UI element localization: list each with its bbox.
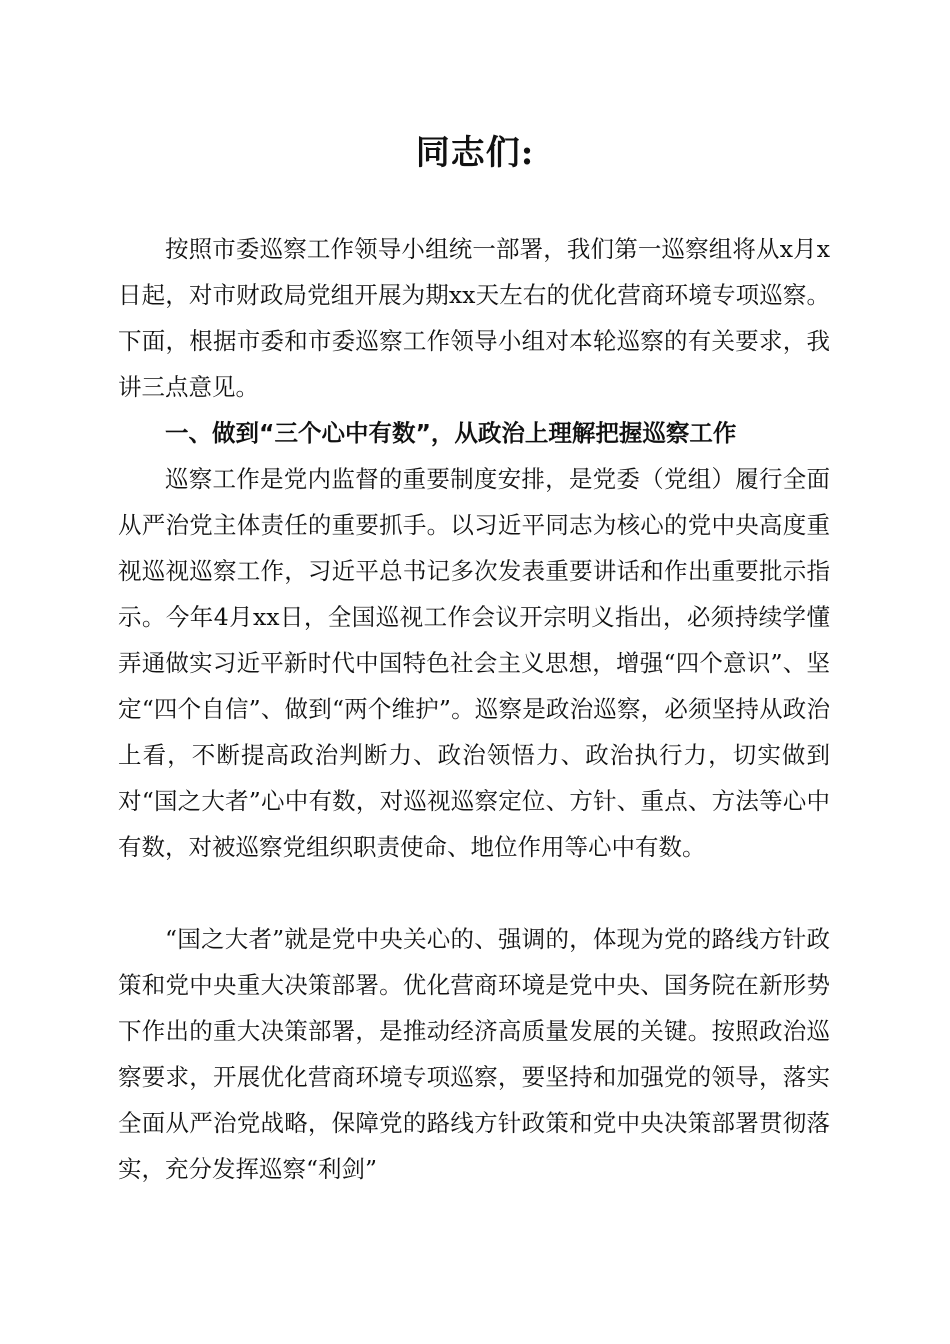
document-title: 同志们: [415, 133, 535, 173]
paragraph-intro: 按照市委巡察工作领导小组统一部署，我们第一巡察组将从x月x日起，对市财政局党组开展为期xx天左右的优化营商环境专项巡察。下面，根据市委和市委巡察工作领导小组对本轮巡察的有关要求，我讲三点意见。 [118, 235, 830, 401]
section-heading-1: 一、做到“三个心中有数”，从政治上理解把握巡察工作 [165, 419, 737, 447]
paragraph-section-1-continued: “国之大者”就是党中央关心的、强调的，体现为党的路线方针政策和党中央重大决策部署。优化营商环境是党中央、国务院在新形势下作出的重大决策部署，是推动经济高质量发展的关键。按照政治巡察要求，开展优化营商环境专项巡察，要坚持和加强党的领导，落实全面从严治党战略，保障党的路线方针政策和党中央决策部署贯彻落实，充分发挥巡察“利剑” [118, 925, 830, 1183]
paragraph-section-1: 巡察工作是党内监督的重要制度安排，是党委（党组）履行全面从严治党主体责任的重要抓手。以习近平同志为核心的党中央高度重视巡视巡察工作，习近平总书记多次发表重要讲话和作出重要批示指示。今年4月xx日，全国巡视工作会议开宗明义指出，必须持续学懂弄通做实习近平新时代中国特色社会主义思想，增强“四个意识”、坚定“四个自信”、做到“两个维护”。巡察是政治巡察，必须坚持从政治上看，不断提高政治判断力、政治领悟力、政治执行力，切实做到对“国之大者”心中有数，对巡视巡察定位、方针、重点、方法等心中有数，对被巡察党组织职责使命、地位作用等心中有数。 [118, 465, 830, 861]
